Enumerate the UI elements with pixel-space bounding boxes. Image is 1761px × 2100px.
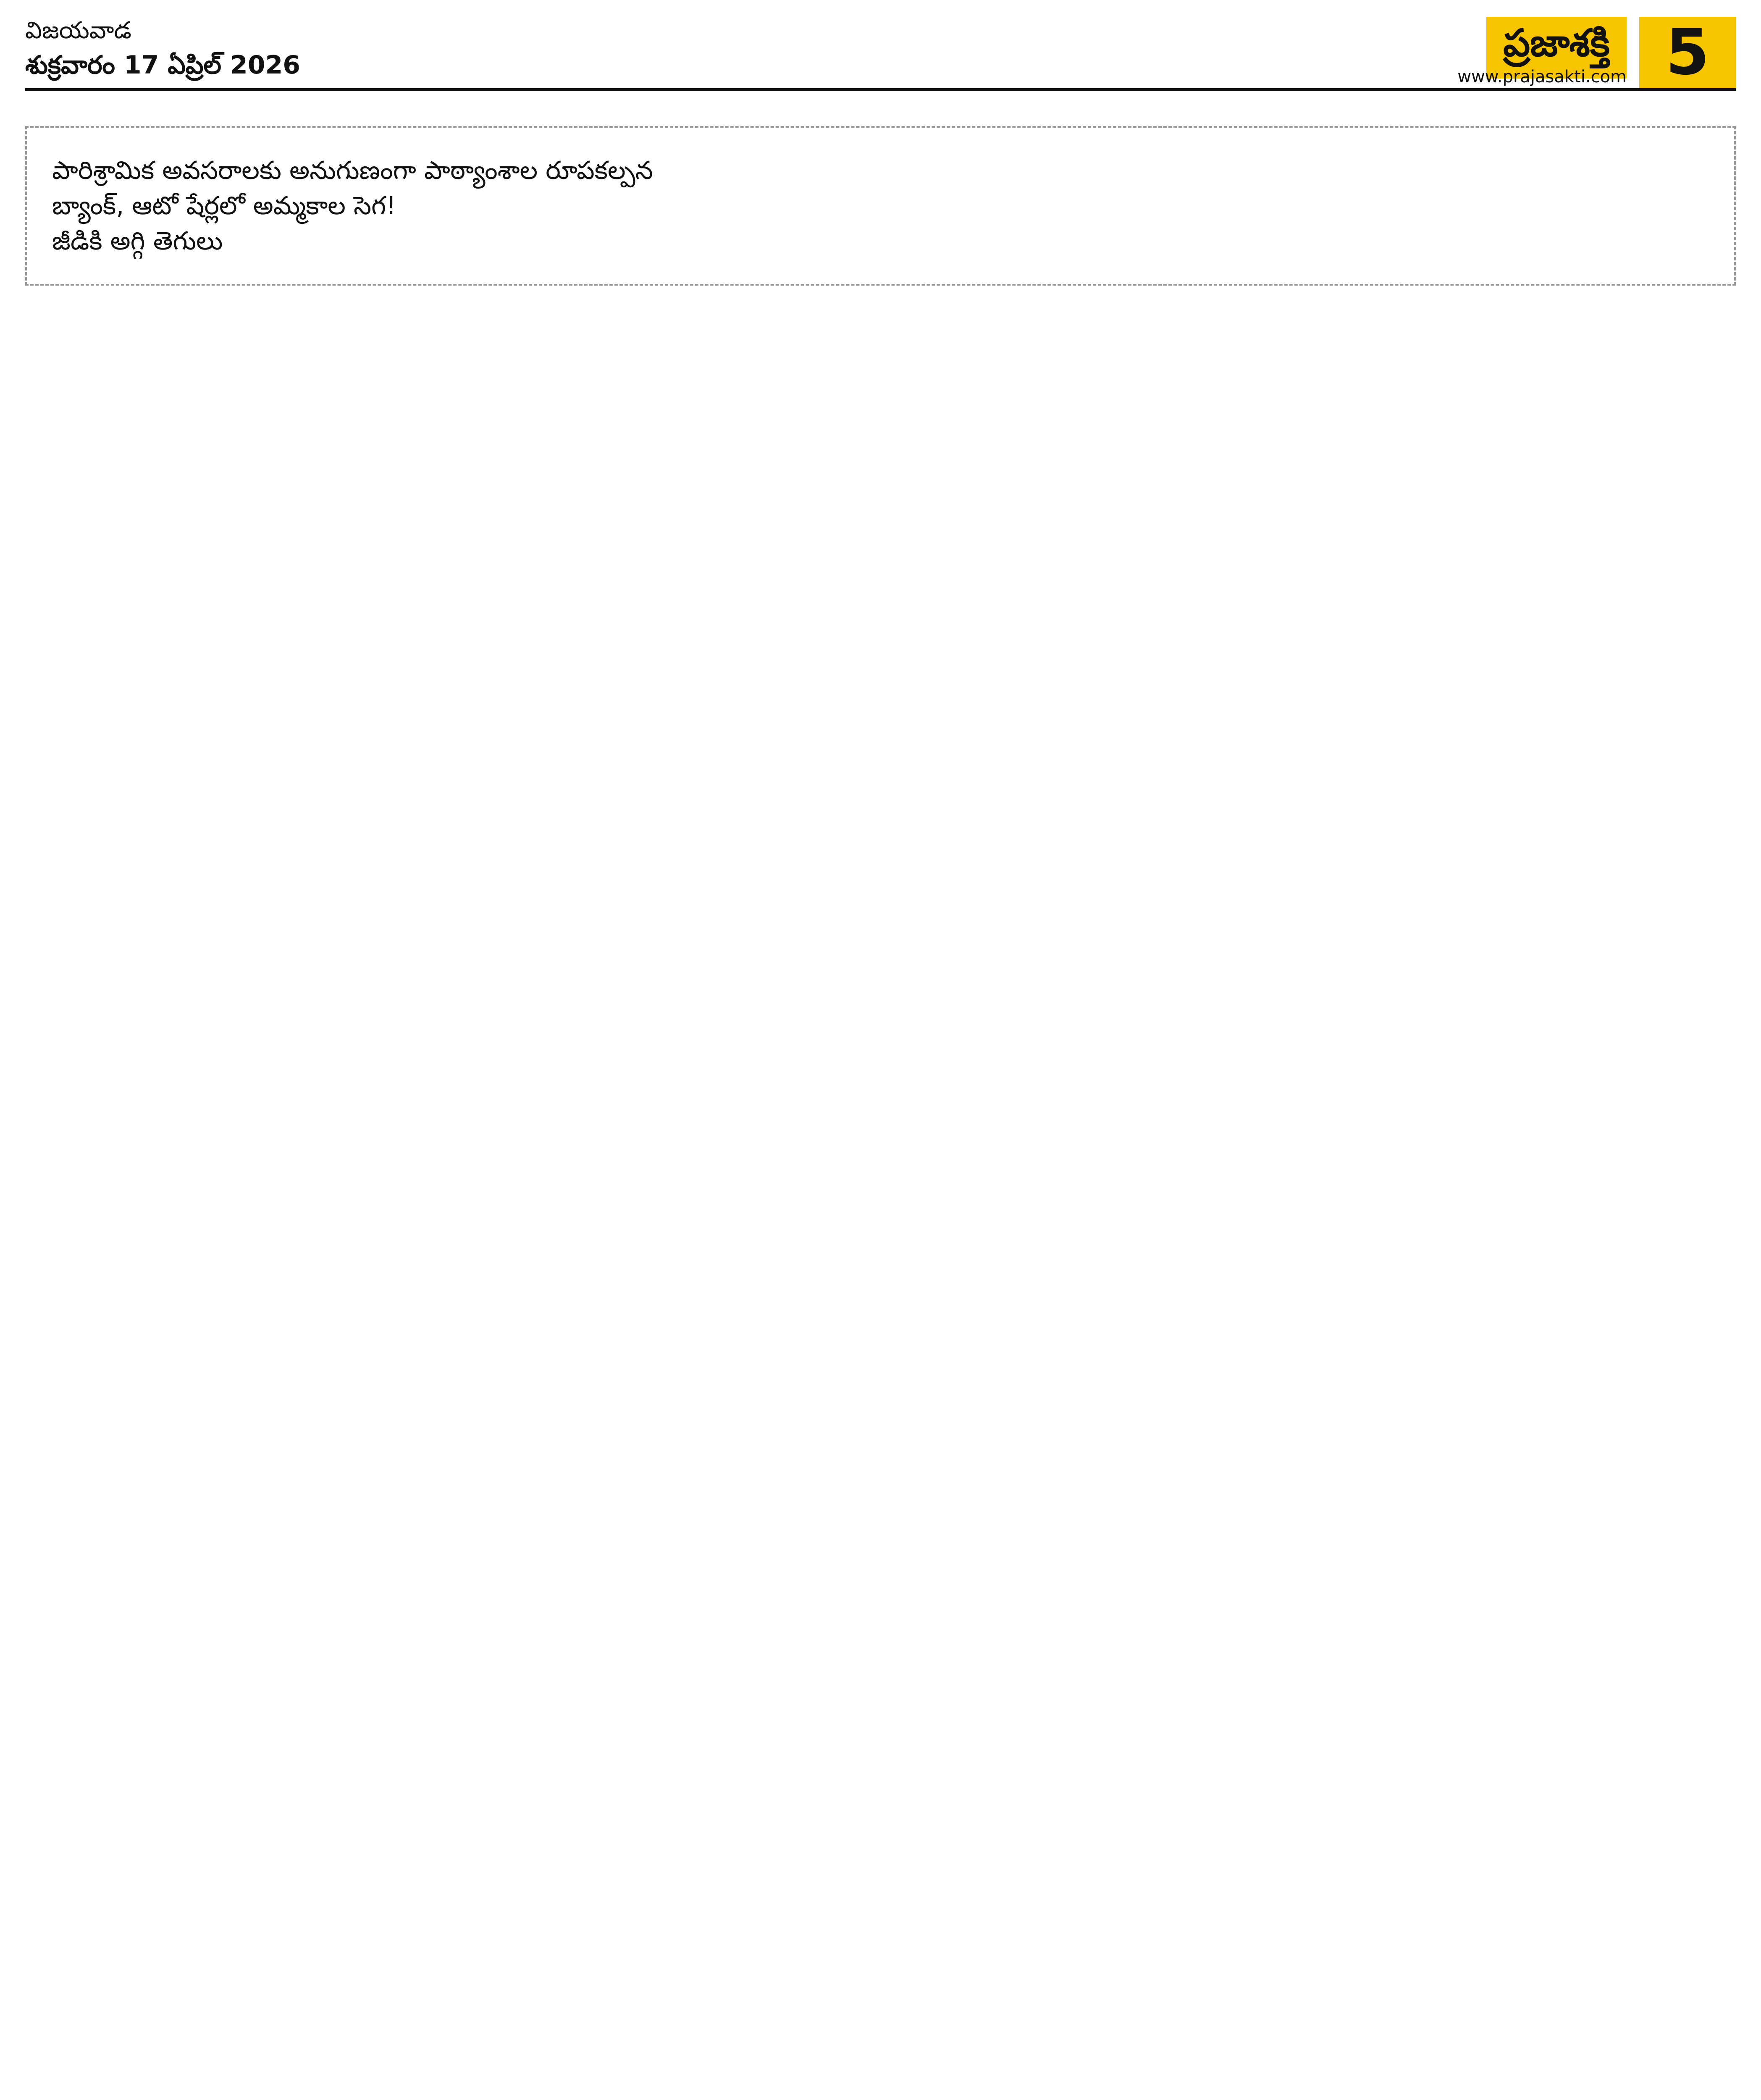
masthead xyxy=(25,17,1736,91)
headline-list xyxy=(25,126,1736,286)
headline: జీడికి అగ్గి తెగులు xyxy=(52,226,223,256)
edition-label: విజయవాడ xyxy=(25,17,131,44)
newspaper-logo: ప్రజాశక్తి xyxy=(1486,17,1627,79)
headline: బ్యాంక్, ఆటో షేర్లలో అమ్మకాల సెగ! xyxy=(52,191,396,220)
issue-date: శుక్రవారం 17 ఏప్రిల్ 2026 xyxy=(25,50,300,80)
headline: పారిశ్రామిక అవసరాలకు అనుగుణంగా పాఠ్యాంశాల రూపకల్పన xyxy=(52,156,653,185)
website-url[interactable]: www.prajasakti.com xyxy=(1457,67,1627,87)
page-number: 5 xyxy=(1639,17,1736,88)
